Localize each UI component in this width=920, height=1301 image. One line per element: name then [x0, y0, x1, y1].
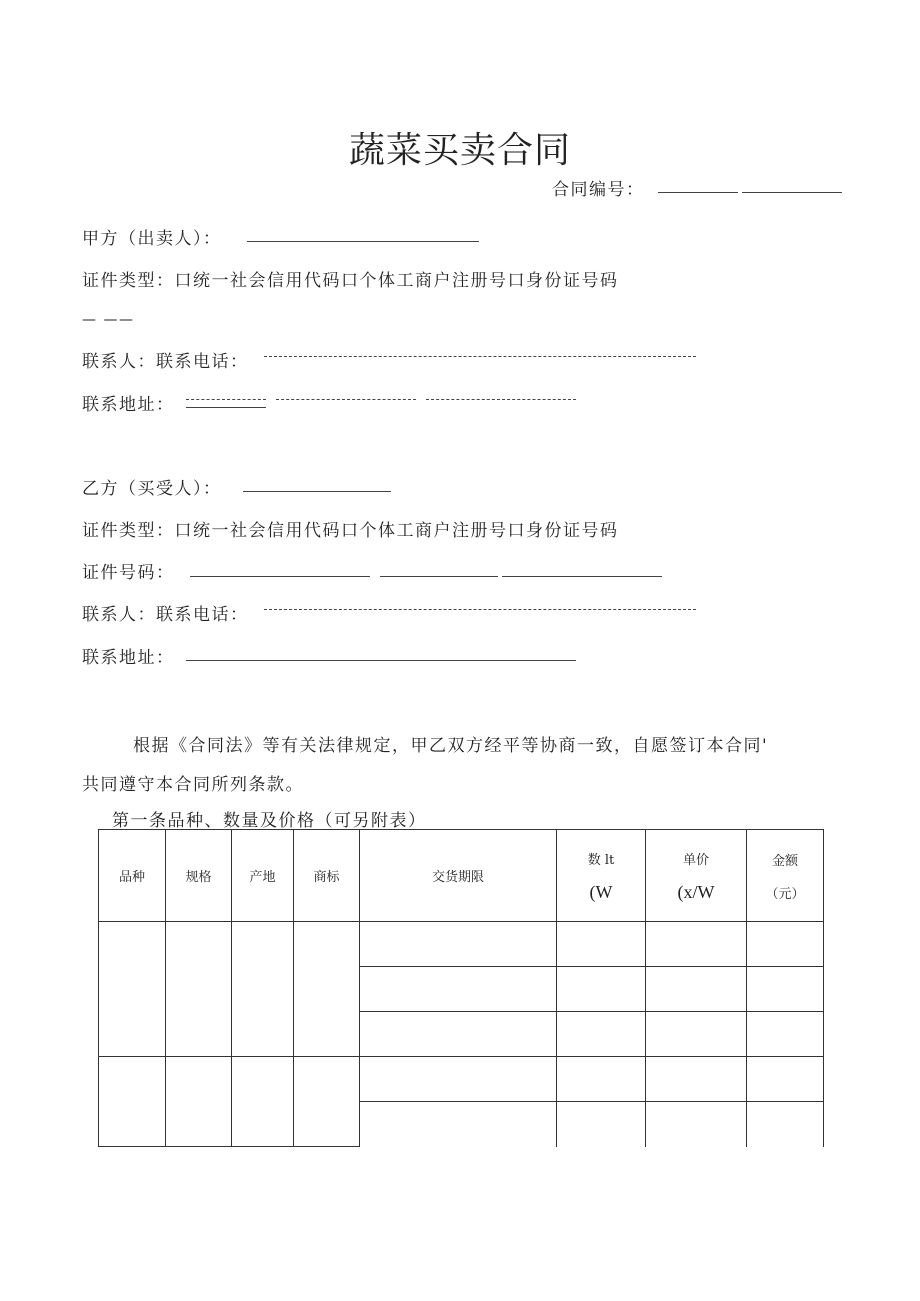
- article-1-heading: 第一条品种、数量及价格（可另附表）: [112, 811, 427, 831]
- preamble-line-2: 共同遵守本合同所列条款。: [82, 775, 304, 795]
- party-a-address-blank-3[interactable]: [426, 399, 576, 400]
- party-b-contact-blank[interactable]: [264, 609, 696, 610]
- cell-spec[interactable]: [166, 922, 232, 1057]
- party-b-name-blank[interactable]: [243, 491, 391, 492]
- party-a-address-label: 联系地址：: [82, 395, 175, 415]
- cell-amount[interactable]: [747, 1102, 824, 1147]
- table-header-row: [99, 830, 824, 922]
- contract-number-label: 合同编号：: [552, 180, 645, 200]
- cell-origin[interactable]: [232, 1057, 294, 1147]
- cell-unit-price[interactable]: [646, 922, 747, 967]
- cell-amount[interactable]: [747, 1057, 824, 1102]
- cell-brand[interactable]: [294, 1057, 360, 1147]
- party-b-id-number-blank-3[interactable]: [502, 576, 662, 577]
- party-b-address-blank[interactable]: [186, 660, 576, 661]
- cell-delivery[interactable]: [360, 1012, 557, 1057]
- cell-quantity[interactable]: [557, 967, 646, 1012]
- cell-amount[interactable]: [747, 1012, 824, 1057]
- header-origin: 产地: [232, 830, 294, 922]
- party-a-address-underline: [186, 407, 266, 408]
- contract-number-blank-1[interactable]: [658, 192, 738, 193]
- header-unit-price-unit: (x/W: [677, 881, 715, 902]
- party-b-contact-label: 联系人：联系电话：: [82, 605, 249, 625]
- cell-variety[interactable]: [99, 1057, 166, 1147]
- cell-spec[interactable]: [166, 1057, 232, 1147]
- party-a-address-blank-1[interactable]: [186, 399, 266, 400]
- party-b-id-number-blank-1[interactable]: [190, 576, 370, 577]
- party-b-id-type-line: 证件类型：口统一社会信用代码口个体工商户注册号口身份证号码: [82, 521, 619, 541]
- party-b-id-number-label: 证件号码：: [82, 563, 175, 583]
- header-amount: [747, 830, 824, 922]
- party-a-id-type-line: 证件类型：口统一社会信用代码口个体工商户注册号口身份证号码: [82, 271, 619, 291]
- cell-unit-price[interactable]: [646, 1012, 747, 1057]
- party-a-contact-label: 联系人：联系电话：: [82, 352, 249, 372]
- party-b-id-number-blank-2[interactable]: [380, 576, 498, 577]
- party-a-address-blank-2[interactable]: [276, 399, 416, 400]
- party-b-label: 乙方（买受人）：: [82, 479, 222, 499]
- header-unit-price-top: 单价: [682, 852, 709, 868]
- cell-unit-price[interactable]: [646, 1102, 747, 1147]
- cell-variety[interactable]: [99, 922, 166, 1057]
- header-delivery: 交货期限: [360, 830, 557, 922]
- cell-quantity[interactable]: [557, 1057, 646, 1102]
- table-row: [99, 1057, 824, 1102]
- cell-brand[interactable]: [294, 922, 360, 1057]
- header-amount-unit: （元）: [765, 885, 805, 901]
- party-b-address-label: 联系地址：: [82, 648, 175, 668]
- cell-quantity[interactable]: [557, 1012, 646, 1057]
- cell-origin[interactable]: [232, 922, 294, 1057]
- cell-delivery[interactable]: [360, 1102, 557, 1147]
- cell-amount[interactable]: [747, 967, 824, 1012]
- cell-delivery[interactable]: [360, 967, 557, 1012]
- contract-number-blank-2[interactable]: [742, 192, 842, 193]
- party-a-stray-mark: — ——: [82, 312, 135, 328]
- party-a-contact-blank[interactable]: [264, 356, 696, 357]
- header-quantity: [557, 830, 646, 922]
- header-variety: 品种: [99, 830, 166, 922]
- cell-unit-price[interactable]: [646, 1057, 747, 1102]
- party-a-label: 甲方（出卖人）：: [82, 229, 222, 249]
- table-row: [99, 922, 824, 967]
- goods-table: [98, 829, 824, 1147]
- cell-quantity[interactable]: [557, 922, 646, 967]
- contract-title: 蔬菜买卖合同: [348, 130, 571, 171]
- header-amount-top: 金额: [771, 853, 798, 869]
- header-quantity-top: 数 lt: [587, 852, 615, 868]
- preamble-line-1: 根据《合同法》等有关法律规定，甲乙双方经平等协商一致，自愿签订本合同': [133, 736, 769, 756]
- header-quantity-unit: (W: [589, 881, 613, 902]
- header-spec: 规格: [166, 830, 232, 922]
- header-unit-price: [646, 830, 747, 922]
- header-brand: 商标: [294, 830, 360, 922]
- cell-amount[interactable]: [747, 922, 824, 967]
- cell-unit-price[interactable]: [646, 967, 747, 1012]
- cell-quantity[interactable]: [557, 1102, 646, 1147]
- cell-delivery[interactable]: [360, 922, 557, 967]
- cell-delivery[interactable]: [360, 1057, 557, 1102]
- party-a-name-blank[interactable]: [247, 241, 479, 242]
